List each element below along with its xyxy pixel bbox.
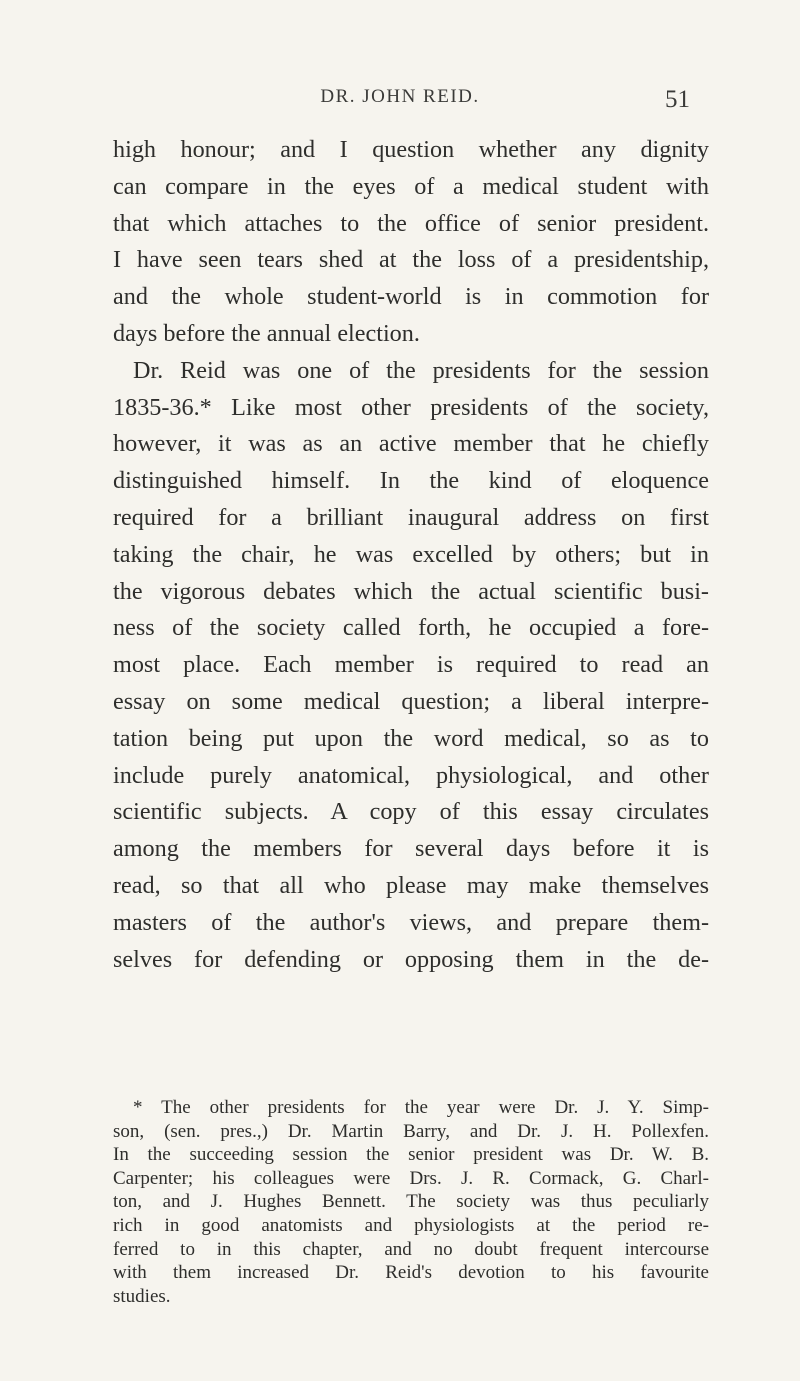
page-header <box>0 78 800 118</box>
footnote <box>113 1096 709 1308</box>
running-head: DR. JOHN REID. <box>320 86 480 107</box>
text-line: and the whole student-world is in commotion for <box>113 283 709 311</box>
text-line: among the members for several days before it is <box>113 835 709 863</box>
text-line: scientific subjects. A copy of this essay circulates <box>113 798 709 826</box>
text-line: required for a brilliant inaugural address on first <box>113 503 709 531</box>
text-line: 1835-36.* Like most other presidents of the society, <box>113 393 709 421</box>
text-line: Dr. Reid was one of the presidents for the session <box>133 356 709 384</box>
text-line: tation being put upon the word medical, so as to <box>113 724 709 752</box>
text-line: the vigorous debates which the actual scientific busi- <box>113 577 709 605</box>
text-line: include purely anatomical, physiological, and other <box>113 761 709 789</box>
footnote-line: In the succeeding session the senior president was Dr. W. B. <box>113 1144 709 1166</box>
footnote-line: rich in good anatomists and physiologists at the period re- <box>113 1214 709 1236</box>
footnote-line: Carpenter; his colleagues were Drs. J. R. Cormack, G. Charl- <box>113 1167 709 1189</box>
text-line: that which attaches to the office of senior president. <box>113 209 709 237</box>
text-line: can compare in the eyes of a medical student with <box>113 172 709 200</box>
footnote-line: with them increased Dr. Reid's devotion to his favourite <box>113 1262 709 1284</box>
text-line: I have seen tears shed at the loss of a presidentship, <box>113 246 709 274</box>
footnote-line: ton, and J. Hughes Bennett. The society was thus peculiarly <box>113 1191 709 1213</box>
footnote-line: son, (sen. pres.,) Dr. Martin Barry, and Dr. J. H. Pollexfen. <box>113 1120 709 1142</box>
text-line: days before the annual election. <box>113 319 420 347</box>
text-line: selves for defending or opposing them in the de- <box>113 945 709 973</box>
text-line: however, it was as an active member that he chiefly <box>113 430 709 458</box>
page-number: 51 <box>665 86 690 113</box>
text-line: high honour; and I question whether any dignity <box>113 136 709 163</box>
body-text <box>113 132 709 978</box>
text-line: essay on some medical question; a liberal interpre- <box>113 687 709 715</box>
footnote-line: studies. <box>113 1285 171 1307</box>
text-line: ness of the society called forth, he occupied a fore- <box>113 614 709 642</box>
text-line: distinguished himself. In the kind of eloquence <box>113 467 709 495</box>
text-line: masters of the author's views, and prepare them- <box>113 908 709 936</box>
text-line: taking the chair, he was excelled by others; but in <box>113 540 709 568</box>
text-line: most place. Each member is required to read an <box>113 651 709 679</box>
footnote-line: ferred to in this chapter, and no doubt frequent intercourse <box>113 1238 709 1260</box>
text-line: read, so that all who please may make themselves <box>113 871 709 899</box>
footnote-line: * The other presidents for the year were Dr. J. Y. Simp- <box>133 1097 709 1118</box>
